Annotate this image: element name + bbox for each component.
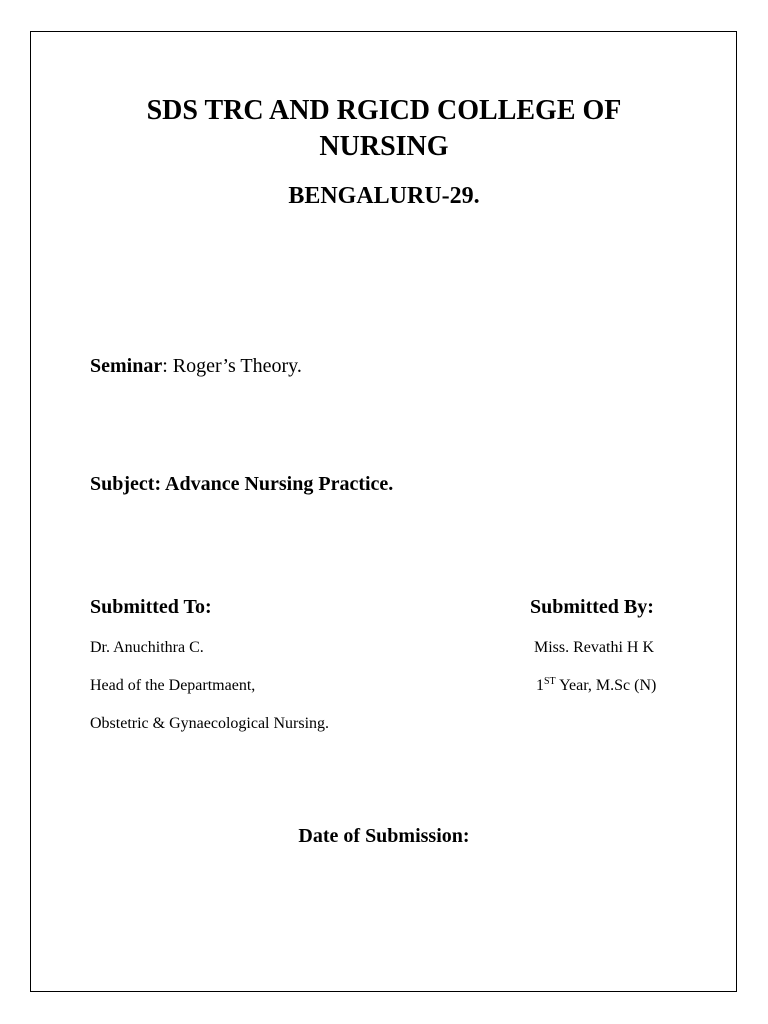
seminar-value: : Roger’s Theory. <box>162 355 302 377</box>
college-title-line2: NURSING <box>319 131 449 162</box>
college-city: BENGALURU-29. <box>288 183 480 209</box>
submitted-by-heading: Submitted By: <box>530 596 654 618</box>
college-title-line1: SDS TRC AND RGICD COLLEGE OF <box>146 95 622 126</box>
submitted-by-name: Miss. Revathi H K <box>534 639 654 656</box>
date-of-submission-label: Date of Submission: <box>298 825 470 847</box>
seminar-label: Seminar <box>90 355 163 377</box>
submitted-to-name: Dr. Anuchithra C. <box>90 639 204 656</box>
submitted-to-heading: Submitted To: <box>90 596 212 618</box>
year-number: 1 <box>536 677 544 694</box>
year-rest: Year, M.Sc (N) <box>555 677 657 694</box>
submitted-to-department: Obstetric & Gynaecological Nursing. <box>90 715 330 732</box>
year-suffix: ST <box>544 676 556 687</box>
submitted-to-role: Head of the Departmaent, <box>90 677 256 694</box>
submitted-by-year <box>536 677 656 695</box>
subject-line: Subject: Advance Nursing Practice. <box>90 473 394 495</box>
seminar-line <box>90 355 302 378</box>
